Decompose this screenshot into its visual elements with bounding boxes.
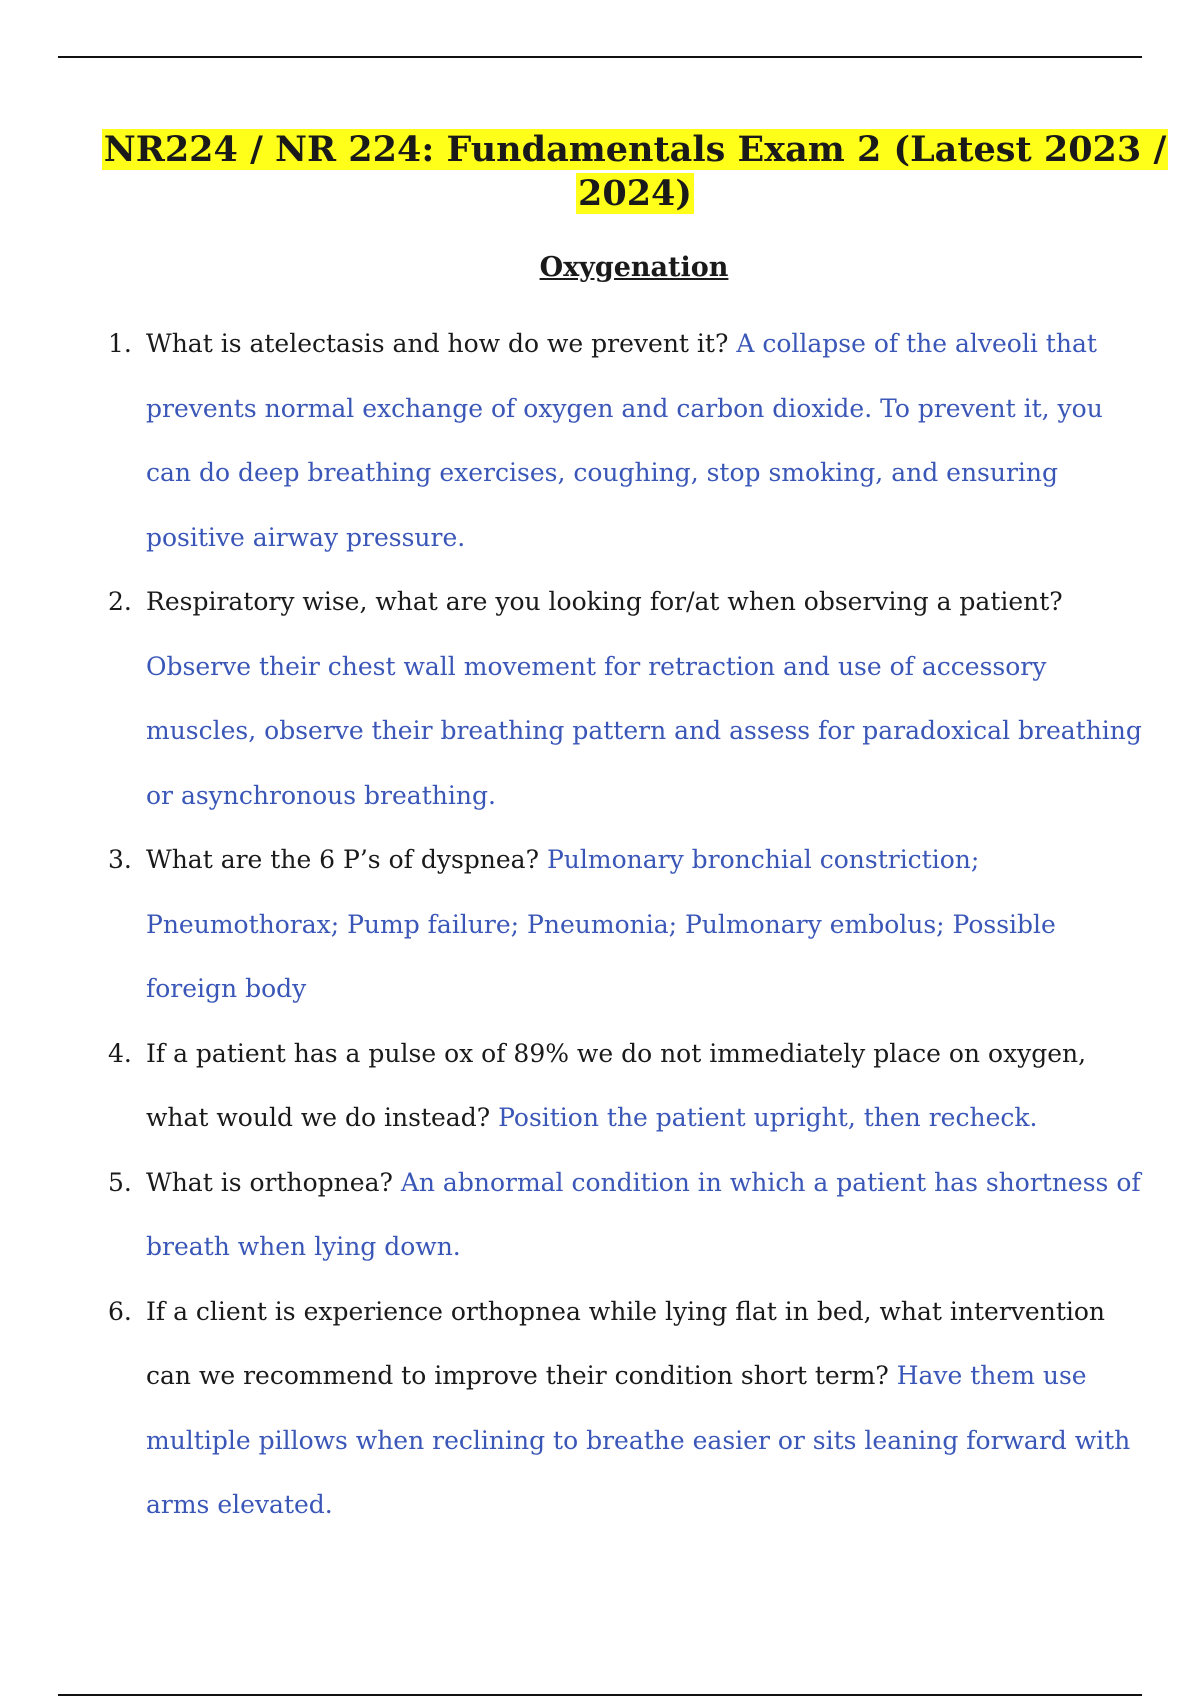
- question-text: What is atelectasis and how do we prevent it?: [146, 329, 729, 358]
- question-text: What is orthopnea?: [146, 1167, 393, 1197]
- answer-text: Have them use multiple pillows when reclining to breathe easier or sits leaning forward with arms elevated.: [146, 1361, 1131, 1519]
- answer-text: Observe their chest wall movement for retraction and use of accessory muscles, observe their breathing pattern and assess for paradoxical breathing or asynchronous breathing.: [146, 651, 1142, 810]
- question-text: What are the 6 P’s of dyspnea?: [146, 845, 539, 874]
- section-heading: Oxygenation: [539, 252, 729, 283]
- question-list: [0, 312, 1200, 1538]
- question-item-4: [0, 1022, 1200, 1151]
- answer-text: Position the patient upright, then recheck.: [498, 1103, 1038, 1132]
- question-item-6: [0, 1280, 1200, 1538]
- top-divider: [58, 56, 1142, 58]
- question-number: 2.: [108, 587, 132, 616]
- question-number: 3.: [108, 845, 132, 874]
- question-number: 6.: [108, 1296, 132, 1326]
- question-item-1: [0, 312, 1200, 570]
- question-text: If a patient has a pulse ox of 89% we do not immediately place on oxygen, what would we do instead?: [146, 1038, 1087, 1132]
- question-text: If a client is experience orthopnea while lying flat in bed, what intervention can we recommend to improve their condition short term?: [146, 1296, 1106, 1390]
- question-number: 1.: [108, 329, 132, 358]
- title-highlight: NR224 / NR 224: Fundamentals Exam 2 (Latest 2023 / 2024): [103, 129, 1167, 214]
- question-item-5: [0, 1151, 1200, 1280]
- answer-text: Pulmonary bronchial constriction; Pneumothorax; Pump failure; Pneumonia; Pulmonary embolus; Possible foreign body: [146, 845, 1056, 1003]
- question-number: 5.: [108, 1167, 132, 1197]
- answer-text: An abnormal condition in which a patient has shortness of breath when lying down.: [146, 1167, 1141, 1261]
- bottom-divider: [58, 1694, 1142, 1696]
- question-number: 4.: [108, 1038, 132, 1068]
- question-text: Respiratory wise, what are you looking for/at when observing a patient?: [146, 587, 1063, 616]
- document-title: [90, 128, 1180, 216]
- question-item-2: [0, 570, 1200, 828]
- question-item-3: [0, 828, 1200, 1022]
- answer-text: A collapse of the alveoli that prevents normal exchange of oxygen and carbon dioxide. To prevent it, you can do deep breathing exercises, coughing, stop smoking, and ensuring positive airway pressure.: [146, 329, 1103, 552]
